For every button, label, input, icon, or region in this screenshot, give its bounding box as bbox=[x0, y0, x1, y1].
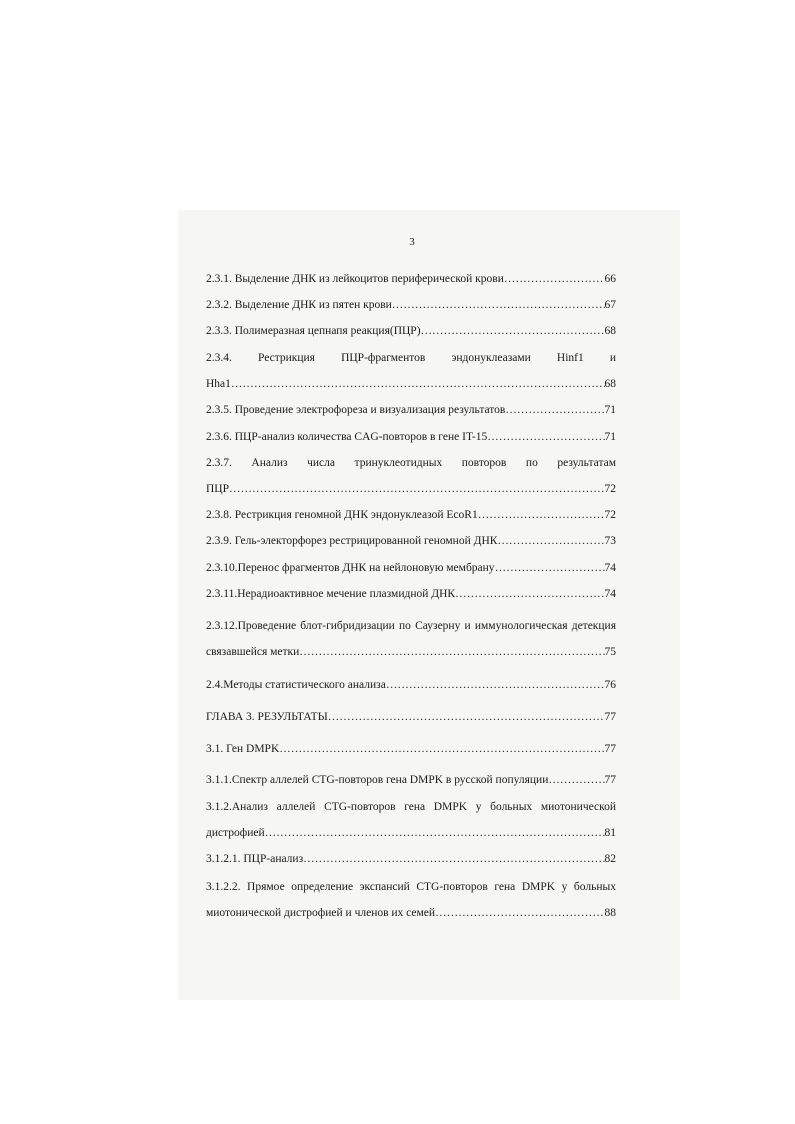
leader-dots bbox=[265, 826, 605, 840]
toc-entry-page: 82 bbox=[604, 853, 616, 865]
toc-entry-page: 67 bbox=[604, 299, 616, 311]
toc-entry bbox=[206, 508, 616, 522]
leader-dots bbox=[421, 324, 605, 338]
toc-entry-title: ГЛАВА 3. РЕЗУЛЬТАТЫ bbox=[206, 711, 328, 723]
toc-entry-title: 2.3.2. Выделение ДНК из пятен крови bbox=[206, 299, 392, 311]
toc-entry-title: 2.4.Методы статистического анализа bbox=[206, 679, 386, 691]
leader-dots bbox=[279, 742, 604, 756]
toc-entry-page: 72 bbox=[604, 509, 616, 521]
toc-entry bbox=[206, 826, 616, 840]
toc-entry-line: 3.1.2.2. Прямое определение экспансий CTG-повторов гена DMPK у больных bbox=[206, 881, 616, 893]
toc-entry bbox=[206, 773, 616, 787]
toc-entry bbox=[206, 298, 616, 312]
toc-entry-line: 2.3.12.Проведение блот-гибридизации по Саузерну и иммунологическая детекция bbox=[206, 620, 616, 632]
toc-entry-line: 2.3.7. Анализ числа тринуклеотидных повторов по результатам bbox=[206, 457, 616, 469]
leader-dots bbox=[455, 587, 604, 601]
leader-dots bbox=[504, 272, 605, 286]
leader-dots bbox=[505, 403, 604, 417]
toc-entry-title: ПЦР bbox=[206, 483, 230, 495]
toc-entry-title: 3.1. Ген DMPK bbox=[206, 743, 280, 755]
leader-dots bbox=[328, 710, 605, 724]
toc-entry-title: 2.3.1. Выделение ДНК из лейкоцитов периферической крови bbox=[206, 273, 504, 285]
leader-dots bbox=[478, 508, 605, 522]
leader-dots bbox=[386, 678, 605, 692]
toc-entry bbox=[206, 906, 616, 920]
leader-dots bbox=[299, 645, 604, 659]
toc-entry-title: Hha1 bbox=[206, 378, 231, 390]
toc-entry-page: 71 bbox=[604, 404, 616, 416]
toc-entry-line: 2.3.4. Рестрикция ПЦР-фрагментов эндонуклеазами Hinf1 и bbox=[206, 352, 616, 364]
toc-entry-page: 74 bbox=[604, 562, 616, 574]
toc-entry-page: 77 bbox=[604, 774, 616, 786]
leader-dots bbox=[303, 852, 604, 866]
toc-entry bbox=[206, 534, 616, 548]
toc-entry bbox=[206, 403, 616, 417]
toc-entry-page: 68 bbox=[604, 378, 616, 390]
leader-dots bbox=[497, 534, 604, 548]
toc-entry-page: 74 bbox=[604, 588, 616, 600]
toc-entry bbox=[206, 561, 616, 575]
toc-entry-title: дистрофией bbox=[206, 827, 265, 839]
toc-entry-title: 3.1.2.1. ПЦР-анализ bbox=[206, 853, 304, 865]
toc-entry bbox=[206, 324, 616, 338]
toc-entry bbox=[206, 678, 616, 692]
toc-entry-line: 3.1.2.Анализ аллелей CTG-повторов гена DMPK у больных миотонической bbox=[206, 801, 616, 813]
toc-entry-title: 2.3.9. Гель-электорфорез рестрицированной геномной ДНК bbox=[206, 535, 498, 547]
toc-entry bbox=[206, 430, 616, 444]
toc-entry-title: 2.3.11.Нерадиоактивное мечение плазмидной ДНК bbox=[206, 588, 456, 600]
toc-entry bbox=[206, 377, 616, 391]
toc-entry bbox=[206, 645, 616, 659]
toc-entry-page: 88 bbox=[604, 907, 616, 919]
leader-dots bbox=[495, 561, 605, 575]
toc-entry bbox=[206, 852, 616, 866]
toc-entry-page: 75 bbox=[604, 646, 616, 658]
toc-entry-page: 66 bbox=[604, 273, 616, 285]
leader-dots bbox=[229, 482, 604, 496]
toc-entry-title: 2.3.6. ПЦР-анализ количества CAG-повторов в гене IT-15 bbox=[206, 431, 488, 443]
toc-entry-page: 71 bbox=[604, 431, 616, 443]
page-number: 3 bbox=[409, 236, 415, 248]
toc-entry-title: 2.3.5. Проведение электрофореза и визуализация результатов bbox=[206, 404, 506, 416]
toc-entry bbox=[206, 710, 616, 724]
leader-dots bbox=[231, 377, 605, 391]
toc-entry-page: 73 bbox=[604, 535, 616, 547]
leader-dots bbox=[435, 906, 604, 920]
toc-entry-page: 77 bbox=[604, 743, 616, 755]
toc-entry-title: 3.1.1.Спектр аллелей CTG-повторов гена DMPK в русской популяции bbox=[206, 774, 549, 786]
toc-entry-page: 76 bbox=[604, 679, 616, 691]
toc-entry-title: 2.3.8. Рестрикция геномной ДНК эндонуклеазой EcoR1 bbox=[206, 509, 478, 521]
toc-entry-title: связавшейся метки bbox=[206, 646, 300, 658]
toc-entry-page: 72 bbox=[604, 483, 616, 495]
toc-entry-title: миотонической дистрофией и членов их семей bbox=[206, 907, 436, 919]
leader-dots bbox=[392, 298, 605, 312]
leader-dots bbox=[487, 430, 604, 444]
toc-entry-title: 2.3.10.Перенос фрагментов ДНК на нейлоновую мембрану bbox=[206, 562, 495, 574]
toc-entry-page: 68 bbox=[604, 325, 616, 337]
toc-entry-page: 81 bbox=[604, 827, 616, 839]
toc-entry-title: 2.3.3. Полимеразная цепнапя реакция(ПЦР) bbox=[206, 325, 421, 337]
toc-entry-page: 77 bbox=[604, 711, 616, 723]
toc-entry bbox=[206, 272, 616, 286]
toc-entry bbox=[206, 742, 616, 756]
toc-entry bbox=[206, 482, 616, 496]
leader-dots bbox=[548, 773, 604, 787]
toc-entry bbox=[206, 587, 616, 601]
